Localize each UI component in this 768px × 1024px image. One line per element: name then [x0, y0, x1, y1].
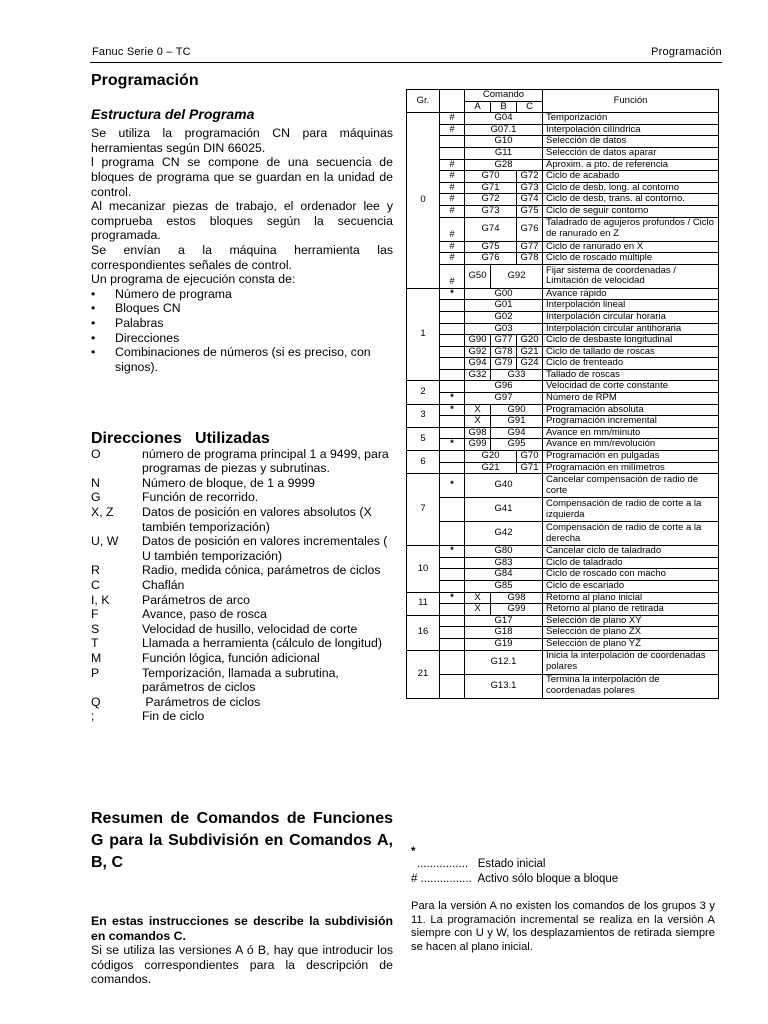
g-code: G76: [517, 217, 543, 241]
mark-cell: [440, 369, 465, 381]
g-code: G90: [465, 335, 491, 347]
function-description: Ciclo de seguir contorno: [543, 205, 719, 217]
address-code: U, W: [91, 534, 119, 549]
function-description: Tallado de roscas: [543, 369, 719, 381]
address-row: [91, 563, 393, 578]
g-code: G40: [465, 474, 543, 498]
running-header-left: Fanuc Serie 0 – TC: [92, 46, 191, 58]
function-description: Compensación de radio de corte a la derecha: [543, 522, 719, 546]
mark-cell: [440, 416, 465, 428]
address-code: S: [91, 621, 100, 636]
address-code: T: [91, 636, 99, 651]
table-row: [407, 674, 719, 698]
g-code: G96: [465, 381, 543, 393]
column-a-header: A: [465, 101, 491, 113]
g-code: G92: [465, 346, 491, 358]
address-row: [91, 636, 393, 651]
group-number: 5: [407, 427, 440, 450]
group-number: 0: [407, 113, 440, 289]
group-header: Gr.: [407, 90, 440, 113]
function-description: Temporización: [543, 113, 719, 125]
address-row: [91, 593, 393, 608]
address-row: [91, 505, 393, 534]
function-description: Selección de plano ZX: [543, 627, 719, 639]
function-description: Interpolación circular antihoraria: [543, 323, 719, 335]
g-code: G71: [517, 462, 543, 474]
g-code: G04: [465, 113, 543, 125]
table-row: [407, 241, 719, 253]
g-code: G21: [465, 462, 517, 474]
mark-cell: [440, 638, 465, 650]
address-description: Número de bloque, de 1 a 9999: [142, 475, 315, 490]
bullet-icon: •: [91, 345, 96, 360]
mark-cell: [440, 604, 465, 616]
address-code: R: [91, 563, 100, 578]
table-row: [407, 557, 719, 569]
summary-text: Si se utiliza las versiones A ó B, hay que introducir los códigos correspondientes para la descripción de comandos.: [91, 943, 393, 987]
table-row: [407, 217, 719, 241]
g-code: G77: [491, 335, 517, 347]
group-number: 2: [407, 381, 440, 404]
function-description: Ciclo de taladrado: [543, 557, 719, 569]
block-only-icon: #: [440, 194, 465, 206]
group-number: 11: [407, 592, 440, 615]
address-description: Temporización, llamada a subrutina, parámetros de ciclos: [142, 665, 339, 695]
block-only-icon: #: [440, 159, 465, 171]
mark-cell: [440, 300, 465, 312]
g-code: G94: [465, 358, 491, 370]
g-code: G41: [465, 498, 543, 522]
address-row: [91, 666, 393, 695]
g-code: G42: [465, 522, 543, 546]
mark-cell: [440, 136, 465, 148]
g-code: G78: [517, 253, 543, 265]
function-description: Retorno al plano de retirada: [543, 604, 719, 616]
g-code: G76: [465, 253, 517, 265]
mark-cell: [440, 462, 465, 474]
block-only-icon: #: [440, 241, 465, 253]
legend-star-text: ................ Estado inicial: [417, 858, 546, 870]
mark-cell: [440, 650, 465, 674]
table-row: [407, 439, 719, 451]
page-title: Programación: [91, 72, 199, 89]
g-code: G21: [517, 346, 543, 358]
list-item: • Bloques CN: [91, 301, 181, 316]
g-code: G17: [465, 615, 543, 627]
list-item: • Palabras: [91, 315, 164, 330]
intro-paragraph: Se envían a la máquina herramienta las correspondientes señales de control.: [91, 242, 393, 272]
mark-cell: [440, 557, 465, 569]
function-description: Ciclo de desb, trans. al contorno.: [543, 194, 719, 206]
bullet-icon: •: [91, 301, 96, 316]
g-code: G00: [465, 288, 543, 300]
g-code: G98: [465, 427, 491, 439]
table-row: [407, 182, 719, 194]
function-description: Programación en pulgadas: [543, 451, 719, 463]
bullet-icon: •: [91, 286, 96, 301]
mark-cell: [440, 615, 465, 627]
table-row: [407, 592, 719, 604]
function-description: Inicia la interpolación de coordenadas polares: [543, 650, 719, 674]
g-code: G95: [491, 439, 543, 451]
version-note: Para la versión A no existen los comandos de los grupos 3 y 11. La programación incremental se realiza en la versión A siempre con U y W, los desplazamientos de retirada siempre se hacen al plano inicial.: [411, 900, 715, 953]
block-only-icon: #: [440, 264, 465, 288]
table-row: [407, 474, 719, 498]
table-row: [407, 346, 719, 358]
address-code: P: [91, 665, 100, 680]
function-description: Compensación de radio de corte a la izquierda: [543, 498, 719, 522]
mark-cell: [440, 674, 465, 698]
g-code: G99: [465, 439, 491, 451]
function-description: Ciclo de desb. long. al contorno: [543, 182, 719, 194]
table-row: [407, 615, 719, 627]
function-description: Avance rápido: [543, 288, 719, 300]
table-row: [407, 205, 719, 217]
address-description: Datos de posición en valores absolutos (X también temporización): [142, 504, 372, 534]
mark-cell: [440, 569, 465, 581]
mark-cell: [440, 627, 465, 639]
function-description: Programación incremental: [543, 416, 719, 428]
mark-cell: [440, 581, 465, 593]
bullet-list: [91, 287, 393, 375]
g-code: G74: [517, 194, 543, 206]
mark-cell: [440, 451, 465, 463]
g-code: G10: [465, 136, 543, 148]
list-item: • Direcciones: [91, 330, 180, 345]
table-row: [407, 627, 719, 639]
initial-state-icon: *: [440, 592, 465, 604]
g-code: G19: [465, 638, 543, 650]
address-code: M: [91, 650, 102, 665]
address-description: Fin de ciclo: [142, 709, 205, 724]
table-row: [407, 546, 719, 558]
block-only-icon: #: [440, 217, 465, 241]
g-code: G99: [491, 604, 543, 616]
function-description: Retorno al plano inicial: [543, 592, 719, 604]
initial-state-icon: *: [440, 474, 465, 498]
table-row: [407, 451, 719, 463]
addresses-section: [91, 432, 393, 724]
addresses-list: [91, 447, 393, 724]
g-code: G80: [465, 546, 543, 558]
group-number: 7: [407, 474, 440, 546]
g-code: G94: [491, 427, 543, 439]
mark-cell: [440, 522, 465, 546]
g-code: G73: [465, 205, 517, 217]
address-code: Q: [91, 694, 101, 709]
g-code: G24: [517, 358, 543, 370]
summary-section: [91, 808, 393, 987]
table-row: [407, 381, 719, 393]
table-row: [407, 369, 719, 381]
address-code: N: [91, 475, 100, 490]
table-row: [407, 522, 719, 546]
function-description: Avance en mm/minuto: [543, 427, 719, 439]
block-only-icon: #: [440, 171, 465, 183]
address-description: Función de recorrido.: [142, 490, 259, 505]
table-row: [407, 462, 719, 474]
address-row: [91, 476, 393, 491]
function-description: Cancelar ciclo de taladrado: [543, 546, 719, 558]
mark-cell: [440, 335, 465, 347]
table-row: [407, 498, 719, 522]
table-row: [407, 194, 719, 206]
g-code: G75: [517, 205, 543, 217]
table-row: [407, 136, 719, 148]
address-code: I, K: [91, 592, 110, 607]
g-code: G18: [465, 627, 543, 639]
function-description: Programación en milímetros: [543, 462, 719, 474]
mark-cell: [440, 323, 465, 335]
initial-state-icon: *: [440, 439, 465, 451]
g-code: G12.1: [465, 650, 543, 674]
function-description: Cancelar compensación de radio de corte: [543, 474, 719, 498]
table-row: [407, 253, 719, 265]
address-code: ;: [91, 709, 95, 724]
table-row: [407, 311, 719, 323]
mark-cell: [440, 381, 465, 393]
address-row: [91, 447, 393, 476]
block-only-icon: #: [440, 205, 465, 217]
address-description: Velocidad de husillo, velocidad de corte: [142, 621, 358, 636]
g-code: G78: [491, 346, 517, 358]
summary-lead: En estas instrucciones se describe la subdivisión en comandos C.: [91, 914, 393, 943]
group-number: 3: [407, 404, 440, 427]
summary-title: Resumen de Comandos de Funciones G para la Subdivisión en Comandos A, B, C: [91, 810, 393, 871]
function-description: Ciclo de roscado con macho: [543, 569, 719, 581]
function-description: Ciclo de acabado: [543, 171, 719, 183]
running-header-right: Programación: [651, 46, 722, 58]
address-description: Llamada a herramienta (cálculo de longitud): [142, 636, 382, 651]
g-code: G72: [517, 171, 543, 183]
mark-cell: [440, 498, 465, 522]
function-description: Fijar sistema de coordenadas / Limitación de velocidad: [543, 264, 719, 288]
table-row: [407, 171, 719, 183]
intro-paragraph: l programa CN se compone de una secuencia de bloques de programa que se guardan en la unidad de control.: [91, 155, 393, 199]
function-description: Selección de plano XY: [543, 615, 719, 627]
list-item: • Número de programa: [91, 286, 232, 301]
column-b-header: B: [491, 101, 517, 113]
address-description: número de programa principal 1 a 9499, para programas de piezas y subrutinas.: [142, 446, 389, 476]
mark-cell: [440, 147, 465, 159]
address-row: [91, 490, 393, 505]
address-row: [91, 607, 393, 622]
function-description: Ciclo de ranurado en X: [543, 241, 719, 253]
legend-star: [411, 846, 545, 870]
g-code: G03: [465, 323, 543, 335]
g-code: G91: [491, 416, 543, 428]
g-code: G20: [517, 335, 543, 347]
address-code: C: [91, 577, 100, 592]
address-row: [91, 651, 393, 666]
address-code: X, Z: [91, 504, 114, 519]
g-code: G20: [465, 451, 517, 463]
g-code: G90: [491, 404, 543, 416]
g-code: G75: [465, 241, 517, 253]
address-description: Radio, medida cónica, parámetros de ciclos: [142, 563, 381, 578]
section-subtitle: Estructura del Programa: [91, 105, 255, 122]
block-only-icon: #: [440, 253, 465, 265]
table-row: [407, 638, 719, 650]
function-description: Aproxim. a pto. de referencia: [543, 159, 719, 171]
header-rule: [90, 62, 722, 63]
function-description: Número de RPM: [543, 393, 719, 405]
function-header: Función: [543, 90, 719, 113]
g-code: G84: [465, 569, 543, 581]
address-code: F: [91, 607, 99, 622]
address-description: Parámetros de ciclos: [142, 694, 261, 709]
table-row: [407, 569, 719, 581]
g-code: G33: [491, 369, 543, 381]
function-description: Interpolación lineal: [543, 300, 719, 312]
g-code: G11: [465, 147, 543, 159]
table-row: [407, 650, 719, 674]
function-description: Selección de datos aparar: [543, 147, 719, 159]
address-row: [91, 534, 393, 563]
function-description: Ciclo de roscado múltiple: [543, 253, 719, 265]
table-row: [407, 300, 719, 312]
column-c-header: C: [517, 101, 543, 113]
address-code: O: [91, 446, 101, 461]
address-description: Datos de posición en valores incrementales ( U también temporización): [142, 534, 388, 563]
table-row: [407, 581, 719, 593]
function-description: Avance en mm/revolución: [543, 439, 719, 451]
table-row: [407, 416, 719, 428]
function-description: Ciclo de desbaste longitudinal: [543, 335, 719, 347]
intro-paragraph: Un programa de ejecución consta de:: [91, 272, 296, 287]
g-code: G92: [491, 264, 543, 288]
function-description: Interpolación cilíndrica: [543, 124, 719, 136]
g-code: G50: [465, 264, 491, 288]
g-code: G07.1: [465, 124, 543, 136]
table-row: [407, 159, 719, 171]
table-row: [407, 404, 719, 416]
address-row: [91, 695, 393, 710]
table-row: [407, 323, 719, 335]
addresses-title: Direcciones Utilizadas: [91, 430, 270, 447]
g-code-table: [406, 89, 719, 699]
g-code: G01: [465, 300, 543, 312]
initial-state-icon: *: [440, 288, 465, 300]
g-code: G32: [465, 369, 491, 381]
address-description: Avance, paso de rosca: [142, 607, 267, 622]
address-description: Chaflán: [142, 577, 185, 592]
group-number: 6: [407, 451, 440, 474]
g-code: G79: [491, 358, 517, 370]
g-code: G73: [517, 182, 543, 194]
function-description: Ciclo de tallado de roscas: [543, 346, 719, 358]
g-code: G97: [465, 393, 543, 405]
initial-state-icon: *: [440, 404, 465, 416]
table-row: [407, 264, 719, 288]
intro-paragraph: Se utiliza la programación CN para máquinas herramientas según DIN 66025.: [91, 126, 393, 155]
function-description: Selección de datos: [543, 136, 719, 148]
mark-cell: [440, 311, 465, 323]
address-description: Función lógica, función adicional: [142, 650, 320, 665]
g-code: G71: [465, 182, 517, 194]
function-description: Termina la interpolación de coordenadas polares: [543, 674, 719, 698]
function-description: Velocidad de corte constante: [543, 381, 719, 393]
list-item: • Combinaciones de números (si es preciso, con signos).: [91, 345, 371, 374]
legend-hash-text: ................ Activo sólo bloque a bloque: [417, 873, 619, 885]
g-code: X: [465, 416, 491, 428]
table-row: [407, 113, 719, 125]
block-only-icon: #: [440, 182, 465, 194]
function-description: Programación absoluta: [543, 404, 719, 416]
address-row: [91, 622, 393, 637]
table-row: [407, 393, 719, 405]
g-code: G70: [465, 171, 517, 183]
g-code: G98: [491, 592, 543, 604]
address-description: Parámetros de arco: [142, 592, 250, 607]
address-code: G: [91, 490, 101, 505]
g-code: G13.1: [465, 674, 543, 698]
hash-icon: #: [411, 873, 418, 885]
initial-state-icon: *: [440, 393, 465, 405]
initial-state-icon: *: [440, 546, 465, 558]
group-number: 16: [407, 615, 440, 650]
table-row: [407, 124, 719, 136]
block-only-icon: #: [440, 124, 465, 136]
group-number: 1: [407, 288, 440, 381]
mark-cell: [440, 346, 465, 358]
table-row: [407, 604, 719, 616]
g-code: X: [465, 592, 491, 604]
group-number: 10: [407, 546, 440, 592]
g-code: G74: [465, 217, 517, 241]
g-code: X: [465, 404, 491, 416]
g-code: G28: [465, 159, 543, 171]
table-row: [407, 288, 719, 300]
mark-cell: [440, 358, 465, 370]
intro-paragraph: Al mecanizar piezas de trabajo, el ordenador lee y comprueba estos bloques según la secuencia programada.: [91, 199, 393, 243]
table-row: [407, 147, 719, 159]
function-description: Selección de plano YZ: [543, 638, 719, 650]
table-row: [407, 358, 719, 370]
g-code: G72: [465, 194, 517, 206]
g-code: G85: [465, 581, 543, 593]
g-code: G83: [465, 557, 543, 569]
mark-header: [440, 90, 465, 113]
g-code: X: [465, 604, 491, 616]
block-only-icon: #: [440, 113, 465, 125]
address-row: [91, 709, 393, 724]
mark-cell: [440, 427, 465, 439]
bullet-icon: •: [91, 330, 96, 345]
function-description: Ciclo de escariado: [543, 581, 719, 593]
g-code: G70: [517, 451, 543, 463]
group-number: 21: [407, 650, 440, 698]
bullet-icon: •: [91, 315, 96, 330]
g-code: G02: [465, 311, 543, 323]
g-code: G77: [517, 241, 543, 253]
address-row: [91, 578, 393, 593]
function-description: Taladrado de agujeros profundos / Ciclo de ranurado en Z: [543, 217, 719, 241]
command-header: Comando: [465, 90, 543, 102]
function-description: Ciclo de frenteado: [543, 358, 719, 370]
intro-section: [91, 74, 393, 374]
legend-hash: [411, 873, 618, 885]
table-row: [407, 335, 719, 347]
function-description: Interpolación circular horaria: [543, 311, 719, 323]
star-icon: *: [411, 846, 416, 858]
table-row: [407, 427, 719, 439]
